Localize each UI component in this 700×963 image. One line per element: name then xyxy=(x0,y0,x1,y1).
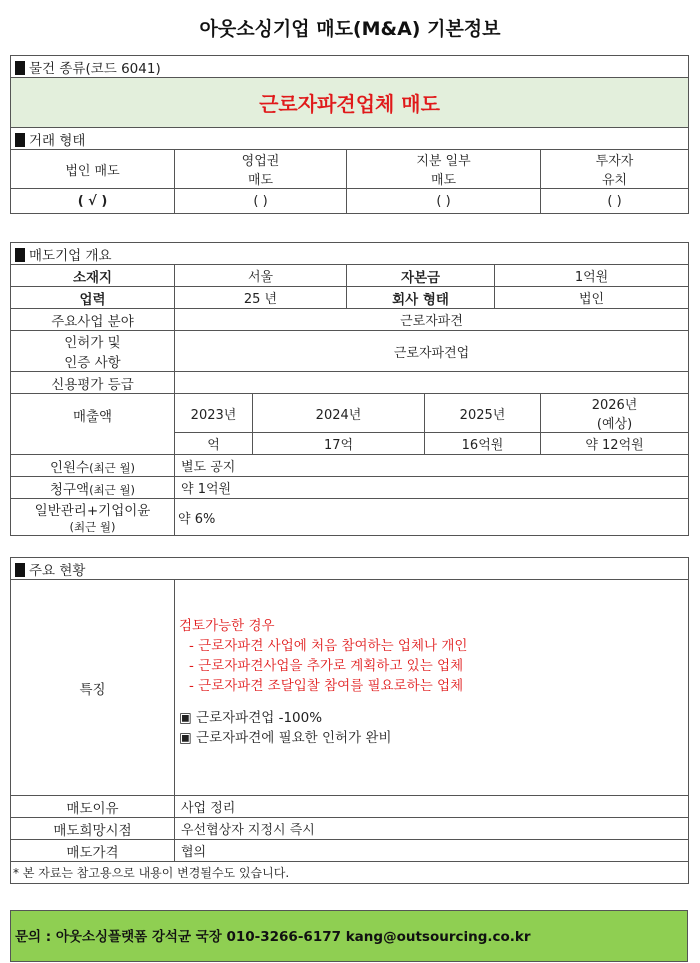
sale-reason-value: 사업 정리 xyxy=(175,796,689,818)
sales-value-2026: 약 12억원 xyxy=(541,433,689,455)
sales-value-2023: 억 xyxy=(175,433,253,455)
trade-option-corporate-sale: 법인 매도 xyxy=(11,150,175,189)
square-bullet-icon xyxy=(15,248,25,262)
staff-label: 인원수(최근 월) xyxy=(11,455,175,477)
feature-case-2: - 근로자파견사업을 추가로 계획하고 있는 업체 xyxy=(189,658,464,674)
feature-case-1: - 근로자파견 사업에 처음 참여하는 업체나 개인 xyxy=(189,638,468,654)
trade-mark-partial-equity: ( ) xyxy=(347,189,541,214)
margin-label: 일반관리+기업이윤 (최근 월) xyxy=(11,499,175,536)
feature-title: 검토가능한 경우 xyxy=(179,618,275,634)
sale-timing-label: 매도희망시점 xyxy=(11,818,175,840)
company-overview-table xyxy=(10,242,689,536)
sale-timing-value: 우선협상자 지정시 즉시 xyxy=(175,818,689,840)
sale-price-label: 매도가격 xyxy=(11,840,175,862)
square-bullet-icon xyxy=(15,133,25,147)
feature-bullet-2: ▣ 근로자파견에 필요한 인허가 완비 xyxy=(179,730,392,746)
feature-bullet-1: ▣ 근로자파견업 -100% xyxy=(179,710,323,726)
trade-option-business-rights: 영업권 매도 xyxy=(175,150,347,189)
sales-label: 매출액 xyxy=(11,394,175,455)
margin-value: 약 6% xyxy=(175,499,689,536)
sales-year-2024: 2024년 xyxy=(253,394,425,433)
billing-label: 청구액(최근 월) xyxy=(11,477,175,499)
main-business-value: 근로자파견 xyxy=(175,309,689,331)
sales-year-2026: 2026년 (예상) xyxy=(541,394,689,433)
main-status-table xyxy=(10,557,689,884)
status-header: 주요 현황 xyxy=(11,558,689,580)
main-business-label: 주요사업 분야 xyxy=(11,309,175,331)
staff-value: 별도 공지 xyxy=(175,455,689,477)
history-value: 25 년 xyxy=(175,287,347,309)
credit-rating-value xyxy=(175,372,689,394)
feature-label: 특징 xyxy=(11,580,175,796)
company-type-label: 회사 형태 xyxy=(347,287,495,309)
trade-mark-corporate-sale: ( √ ) xyxy=(11,189,175,214)
billing-value: 약 1억원 xyxy=(175,477,689,499)
credit-rating-label: 신용평가 등급 xyxy=(11,372,175,394)
overview-header: 매도기업 개요 xyxy=(11,243,689,265)
feature-content xyxy=(175,580,689,796)
capital-value: 1억원 xyxy=(495,265,689,287)
sale-banner: 근로자파견업체 매도 xyxy=(11,78,689,128)
location-label: 소재지 xyxy=(11,265,175,287)
history-label: 업력 xyxy=(11,287,175,309)
item-type-header: 물건 종류(코드 6041) xyxy=(11,56,689,78)
license-label: 인허가 및 인증 사항 xyxy=(11,331,175,372)
sales-value-2025: 16억원 xyxy=(425,433,541,455)
disclaimer-note: * 본 자료는 참고용으로 내용이 변경될수도 있습니다. xyxy=(11,862,689,884)
trade-type-header: 거래 형태 xyxy=(11,128,689,150)
capital-label: 자본금 xyxy=(347,265,495,287)
trade-option-partial-equity: 지분 일부 매도 xyxy=(347,150,541,189)
sale-reason-label: 매도이유 xyxy=(11,796,175,818)
company-type-value: 법인 xyxy=(495,287,689,309)
trade-mark-investor: ( ) xyxy=(541,189,689,214)
sales-value-2024: 17억 xyxy=(253,433,425,455)
license-value: 근로자파견업 xyxy=(175,331,689,372)
item-trade-table xyxy=(10,55,689,214)
location-value: 서울 xyxy=(175,265,347,287)
trade-mark-business-rights: ( ) xyxy=(175,189,347,214)
trade-option-investor: 투자자 유치 xyxy=(541,150,689,189)
sales-year-2025: 2025년 xyxy=(425,394,541,433)
sale-price-value: 협의 xyxy=(175,840,689,862)
sales-year-2023: 2023년 xyxy=(175,394,253,433)
square-bullet-icon xyxy=(15,61,25,75)
feature-case-3: - 근로자파견 조달입찰 참여를 필요로하는 업체 xyxy=(189,678,464,694)
contact-bar: 문의 : 아웃소싱플랫폼 강석균 국장 010-3266-6177 kang@outsourcing.co.kr xyxy=(10,910,688,962)
square-bullet-icon xyxy=(15,563,25,577)
page-title: 아웃소싱기업 매도(M&A) 기본정보 xyxy=(199,18,501,40)
